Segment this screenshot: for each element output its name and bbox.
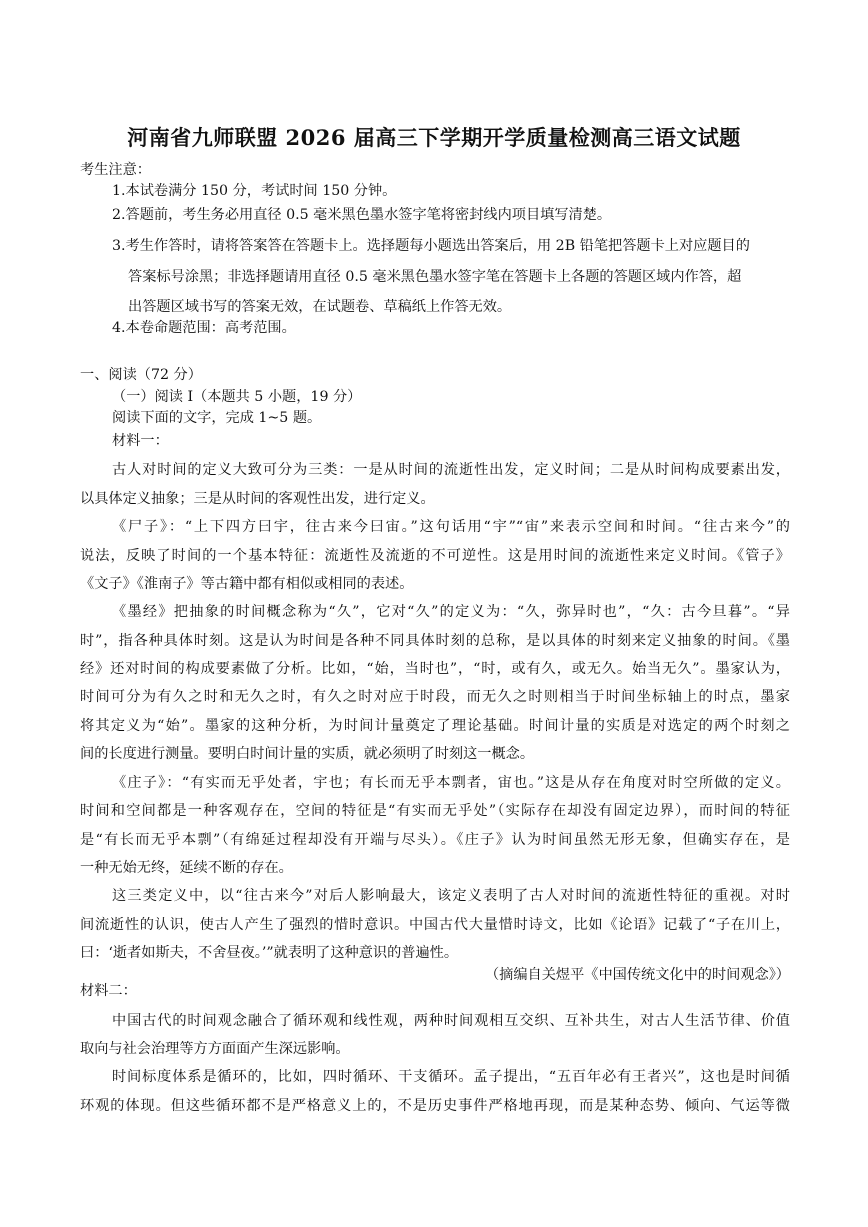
material-2-line: 时间标度体系是循环的，比如，四时循环、干支循环。孟子提出，“五百年必有王者兴”，这也是时间循 — [112, 1069, 790, 1085]
material-1-line: 说法，反映了时间的一个基本特征：流逝性及流逝的不可逆性。这是用时间的流逝性来定义时间。《管子》 — [80, 548, 790, 564]
material-1-line: 间流逝性的认识，使古人产生了强烈的惜时意识。中国古代大量惜时诗文，比如《论语》记载了“子在川上， — [80, 917, 790, 933]
material-1-line: 这三类定义中，以“往古来今”对后人影响最大，该定义表明了古人对时间的流逝性特征的重视。对时 — [112, 888, 790, 904]
notice-item-4: 4.本卷命题范围：高考范围。 — [112, 320, 296, 336]
material-1-line: 时间和空间都是一种客观存在，空间的特征是“有实而无乎处”（实际存在却没有固定边界），而时间的特征 — [80, 803, 790, 819]
subsection-heading: （一）阅读 I（本题共 5 小题，19 分） — [112, 389, 362, 405]
notice-item-3-cont-2: 出答题区域书写的答案无效，在试题卷、草稿纸上作答无效。 — [128, 299, 512, 315]
material-1-line: 以具体定义抽象；三是从时间的客观性出发，进行定义。 — [80, 491, 435, 507]
material-1-line: 一种无始无终，延续不断的存在。 — [80, 860, 293, 876]
material-1-line: 时”，指各种具体时刻。这是认为时间是各种不同具体时刻的总称，是以具体的时刻来定义抽象的时间。《墨 — [80, 633, 790, 649]
notice-item-3-cont-1: 答案标号涂黑；非选择题请用直径 0.5 毫米黑色墨水签字笔在答题卡上各题的答题区域内作答，超 — [128, 269, 742, 285]
page-title: 河南省九师联盟 2026 届高三下学期开学质量检测高三语文试题 — [127, 125, 741, 150]
material-1-label: 材料一： — [112, 433, 169, 449]
notice-item-2: 2.答题前，考生务必用直径 0.5 毫米黑色墨水签字笔将密封线内项目填写清楚。 — [112, 207, 612, 223]
material-2-line: 环观的体现。但这些循环都不是严格意义上的，不是历史事件严格地再现，而是某种态势、倾向、气运等微 — [80, 1098, 790, 1114]
instruction-text: 阅读下面的文字，完成 1~5 题。 — [112, 410, 322, 426]
material-1-line: 曰：‘逝者如斯夫，不舍昼夜。’”就表明了这种意识的普遍性。 — [80, 945, 459, 961]
notice-item-3: 3.考生作答时，请将答案答在答题卡上。选择题每小题选出答案后，用 2B 铅笔把答题卡上对应题目的 — [112, 238, 750, 254]
material-1-line: 将其定义为“始”。墨家的这种分析，为时间计量奠定了理论基础。时间计量的实质是对选定的两个时刻之 — [80, 718, 790, 734]
material-1-line: 时间可分为有久之时和无久之时，有久之时对应于时段，而无久之时则相当于时间坐标轴上的时点，墨家 — [80, 689, 790, 705]
material-1-line: 《文子》《淮南子》等古籍中都有相似或相同的表述。 — [80, 576, 414, 592]
material-1-line: 间的长度进行测量。要明白时间计量的实质，就必须明了时刻这一概念。 — [80, 746, 535, 762]
material-1-line: 《墨经》把抽象的时间概念称为“久”，它对“久”的定义为：“久，弥异时也”，“久：古今旦暮”。“异 — [112, 604, 790, 620]
material-1-line: 《庄子》：“有实而无乎处者，宇也；有长而无乎本剽者，宙也。”这是从存在角度对时空所做的定义。 — [112, 775, 790, 791]
material-1-source: （摘编自关煜平《中国传统文化中的时间观念》） — [484, 967, 790, 983]
section-heading: 一、阅读（72 分） — [80, 367, 202, 383]
notice-item-1: 1.本试卷满分 150 分，考试时间 150 分钟。 — [112, 183, 397, 199]
material-2-label: 材料二： — [80, 983, 137, 999]
notice-heading: 考生注意： — [80, 162, 151, 178]
material-1-line: 是“有长而无乎本剽”（有绵延过程却没有开端与尽头）。《庄子》认为时间虽然无形无象，但确实存在，是 — [80, 832, 790, 848]
material-1-line: 古人对时间的定义大致可分为三类：一是从时间的流逝性出发，定义时间；二是从时间构成要素出发， — [112, 462, 790, 478]
material-1-line: 《尸子》：“上下四方曰宇，往古来今曰宙。”这句话用“宇”“宙”来表示空间和时间。“往古来今”的 — [112, 519, 790, 535]
material-2-line: 取向与社会治理等方方面面产生深远影响。 — [80, 1041, 350, 1057]
material-2-line: 中国古代的时间观念融合了循环观和线性观，两种时间观相互交织、互补共生，对古人生活节律、价值 — [112, 1013, 790, 1029]
material-1-line: 经》还对时间的构成要素做了分析。比如，“始，当时也”，“时，或有久，或无久。始当无久”。墨家认为， — [80, 661, 790, 677]
